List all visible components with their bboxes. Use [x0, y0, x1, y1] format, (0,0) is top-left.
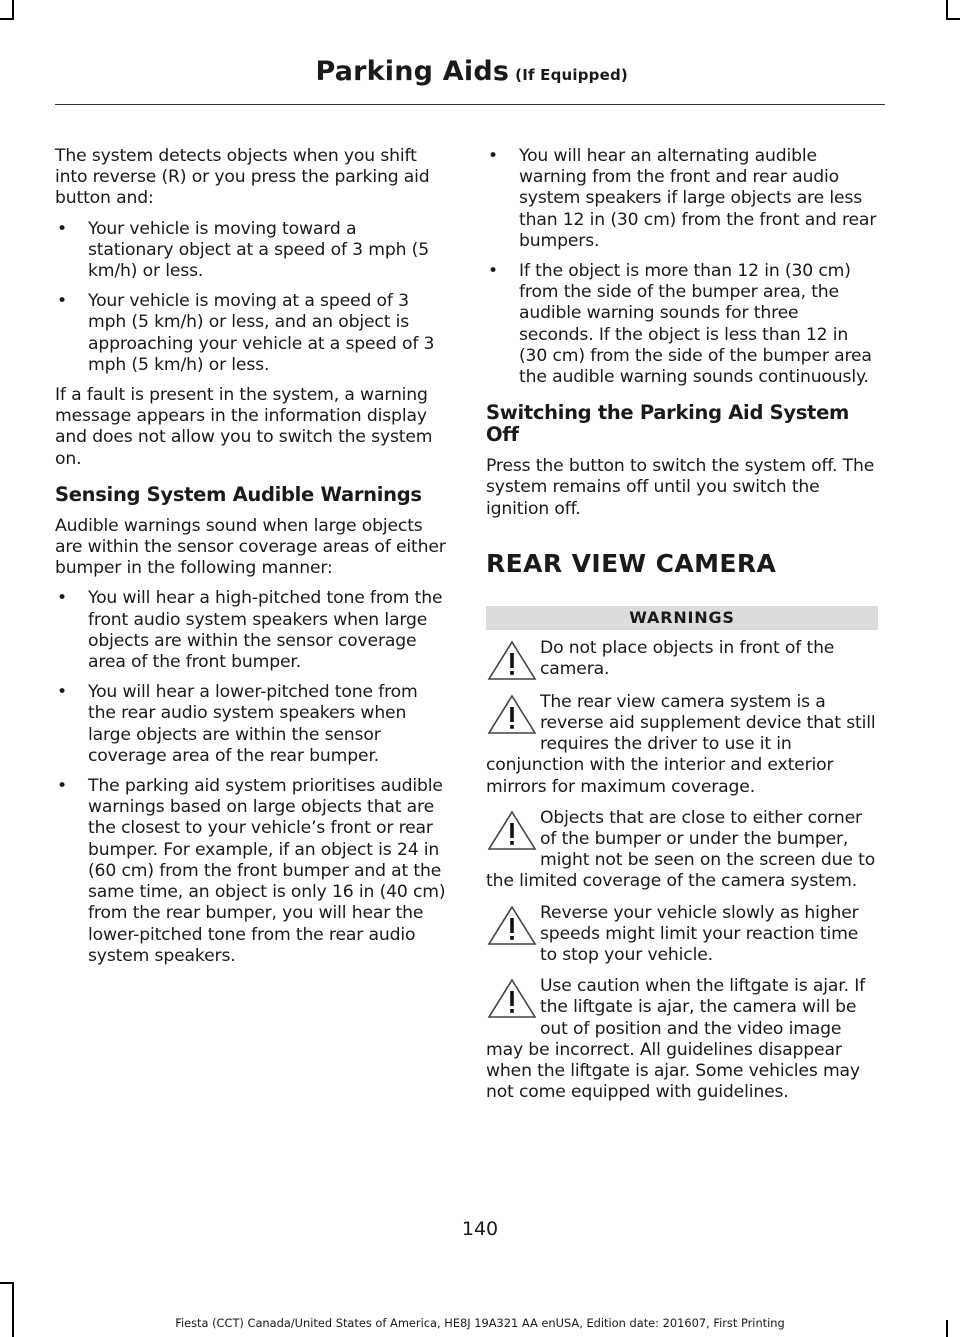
page-header	[315, 56, 628, 87]
page-number: 140	[461, 1218, 499, 1240]
warning-triangle-icon	[486, 808, 538, 852]
audible-list	[55, 588, 447, 966]
warning-triangle-icon	[486, 692, 538, 736]
audible-intro-paragraph: Audible warnings sound when large objects are within the sensor coverage areas of either bumper in the following manner:	[55, 515, 446, 579]
audible-warnings-heading: Sensing System Audible Warnings	[55, 482, 422, 506]
list-item-text: You will hear a lower-pitched tone from the rear audio system speakers when large objects are within the sensor coverage area of the rear bumper.	[88, 682, 418, 766]
warning-item	[486, 692, 878, 798]
warning-text: Do not place objects in front of the camera.	[540, 637, 835, 680]
header-rule	[55, 104, 885, 105]
warnings-label: WARNINGS	[486, 606, 878, 630]
warning-item	[486, 976, 878, 1103]
switch-off-heading: Switching the Parking Aid System Off	[486, 401, 850, 447]
header-subtitle: (If Equipped)	[515, 66, 628, 84]
warning-item	[486, 808, 878, 893]
crop-mark-bottom-left-h	[0, 1282, 14, 1284]
right-column	[486, 146, 878, 1114]
crop-mark-top-left-v	[12, 0, 14, 20]
audible-list-continued	[486, 146, 878, 388]
list-item	[55, 776, 447, 967]
warning-triangle-icon	[486, 903, 538, 947]
bullet-icon: •	[488, 261, 498, 282]
crop-mark-top-right-h	[946, 18, 960, 20]
warning-text: Use caution when the liftgate is ajar. If the liftgate is ajar, the camera will be out of position and the video image may be incorrect. All guidelines disappear when the liftgate is ajar. Some vehicles may not come equipped with guidelines.	[486, 976, 866, 1103]
bullet-icon: •	[57, 588, 67, 609]
footer-edition-text: Fiesta (CCT) Canada/United States of America, HE8J 19A321 AA enUSA, Edition date: 201607, First Printing	[175, 1316, 785, 1330]
warning-triangle-icon	[486, 976, 538, 1020]
bullet-icon: •	[57, 291, 67, 312]
condition-list	[55, 219, 447, 376]
list-item	[486, 261, 878, 388]
list-item-text: You will hear a high-pitched tone from the front audio system speakers when large objects are within the sensor coverage area of the front bumper.	[88, 588, 443, 673]
header-title: Parking Aids	[315, 56, 510, 87]
list-item-text: If the object is more than 12 in (30 cm) from the side of the bumper area, the audible warning sounds for three seconds. If the object is less than 12 in (30 cm) from the side of the bumper area the audible warning sounds continuously.	[519, 261, 872, 388]
bullet-icon: •	[57, 776, 67, 797]
list-item	[55, 682, 447, 767]
bullet-icon: •	[57, 682, 67, 703]
warning-triangle-icon	[486, 638, 538, 682]
list-item	[55, 291, 447, 376]
crop-mark-top-right-v	[946, 0, 948, 20]
list-item-text: Your vehicle is moving at a speed of 3 mph (5 km/h) or less, and an object is approaching your vehicle at a speed of 3 mph (5 km/h) or less.	[88, 291, 435, 375]
list-item	[55, 588, 447, 673]
warning-text: Objects that are close to either corner of the bumper or under the bumper, might not be seen on the screen due to the limited coverage of the camera system.	[486, 807, 876, 892]
warning-item	[486, 903, 878, 967]
list-item-text: The parking aid system prioritises audible warnings based on large objects that are the closest to your vehicle’s front or rear bumper. For example, if an object is 24 in (60 cm) from the front bumper and at the same time, an object is only 16 in (40 cm) from the rear bumper, you will hear the lower-pitched tone from the rear audio system speakers.	[88, 776, 446, 966]
left-column	[55, 146, 447, 976]
fault-paragraph: If a fault is present in the system, a warning message appears in the information display and does not allow you to switch the system on.	[55, 385, 433, 469]
warning-item	[486, 638, 878, 682]
rear-view-camera-heading: REAR VIEW CAMERA	[486, 548, 777, 578]
list-item	[55, 219, 447, 283]
warning-text: Reverse your vehicle slowly as higher speeds might limit your reaction time to stop your vehicle.	[540, 902, 859, 966]
intro-paragraph: The system detects objects when you shift into reverse (R) or you press the parking aid button and:	[55, 146, 430, 209]
warning-text: The rear view camera system is a reverse aid supplement device that still requires the driver to use it in conjunction with the interior and exterior mirrors for maximum coverage.	[486, 691, 876, 797]
bullet-icon: •	[488, 146, 498, 166]
list-item-text: You will hear an alternating audible warning from the front and rear audio system speakers if large objects are less than 12 in (30 cm) from the front and rear bumpers.	[519, 146, 877, 251]
list-item	[486, 146, 878, 252]
switch-off-paragraph: Press the button to switch the system off. The system remains off until you switch the ignition off.	[486, 456, 875, 519]
crop-mark-top-left-h	[0, 18, 14, 20]
bullet-icon: •	[57, 218, 67, 239]
list-item-text: Your vehicle is moving toward a stationary object at a speed of 3 mph (5 km/h) or less.	[88, 218, 430, 282]
